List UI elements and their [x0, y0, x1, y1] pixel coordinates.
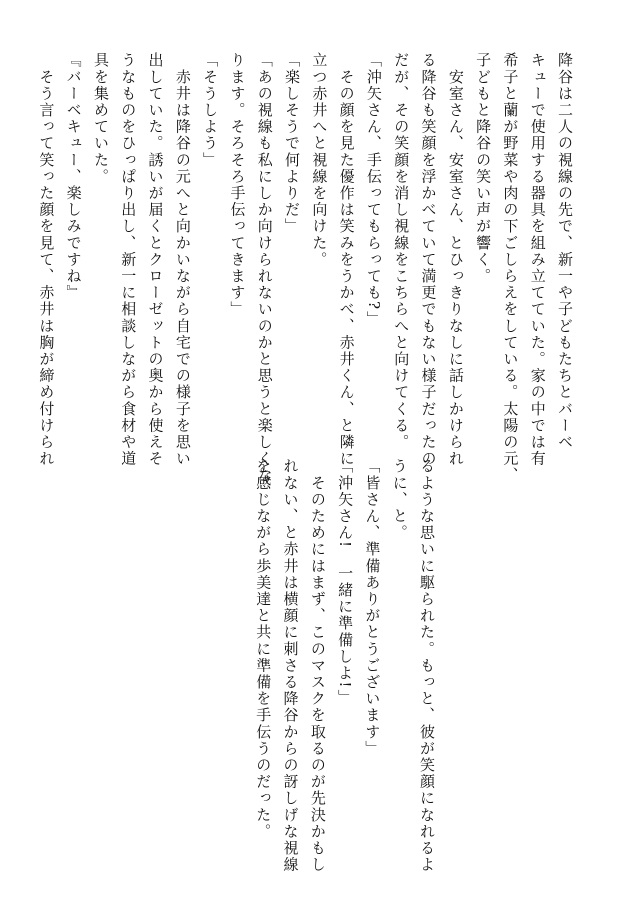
text-line: を感じながら歩美達と共に準備を手伝うのだった。 [254, 458, 273, 840]
text-line: 立つ赤井へと視線を向けた。 [310, 52, 329, 268]
text-line: 希子と蘭が野菜や肉の下ごしらえをしている。太陽の元、 [501, 52, 520, 484]
lower-text-block [249, 458, 440, 873]
text-line: 「沖矢さん、手伝ってもらっても?」 [364, 52, 383, 328]
text-line: うに、と。 [390, 458, 409, 541]
text-line: そう言って笑った顔を見て、赤井は胸が締め付けられ [37, 52, 56, 467]
text-line: 安室さん、安室さん、とひっきりなしに話しかけられ [446, 52, 465, 467]
text-line: その顔を見た優作は笑みをうかべ、赤井くん、と隣に [337, 52, 356, 467]
text-line: ります。そろそろ手伝ってきます」 [228, 52, 247, 318]
upper-text-block [32, 52, 578, 484]
text-line: 子どもと降谷の笑い声が響く。 [474, 52, 493, 285]
text-line: るような思いに駆られた。もっと、彼が笑顔になれるよ [418, 458, 436, 873]
text-line: る降谷も笑顔を浮かべていて満更でもない様子だったの [419, 52, 438, 467]
text-line: 「皆さん、準備ありがとうございます」 [363, 458, 382, 757]
text-line: だが、その笑顔を消し視線をこちらへと向けてくる。 [392, 52, 411, 451]
text-line: 「あの視線も私にしか向けられないのかと思うと楽しくな [255, 52, 274, 484]
text-line: 具を集めていた。 [91, 52, 110, 185]
text-line: 出していた。誘いが届くとクローゼットの奥から使えそ [146, 52, 165, 467]
text-line: 『バーベキュー、楽しみですね』 [64, 52, 83, 301]
text-line: 「楽しそうで何よりだ」 [283, 52, 302, 235]
text-line: キューで使用する器具を組み立てていた。家の中では有 [528, 52, 547, 467]
text-line: れない、と赤井は横顔に刺さる降谷からの訝しげな視線 [281, 458, 300, 873]
text-line: 「そうしよう」 [201, 52, 220, 169]
text-line: うなものをひっぱり出し、新一に相談しながら食材や道 [119, 52, 138, 467]
text-line: 降谷は二人の視線の先で、新一や子どもたちとバーベ [556, 52, 574, 451]
text-line: 「沖矢さん! 一緒に準備しよ!」 [336, 458, 355, 706]
text-line: 赤井は降谷の元へと向かいながら自宅での様子を思い [173, 52, 192, 467]
text-line: そのためにはまず、このマスクを取るのが先決かもし [308, 458, 327, 873]
